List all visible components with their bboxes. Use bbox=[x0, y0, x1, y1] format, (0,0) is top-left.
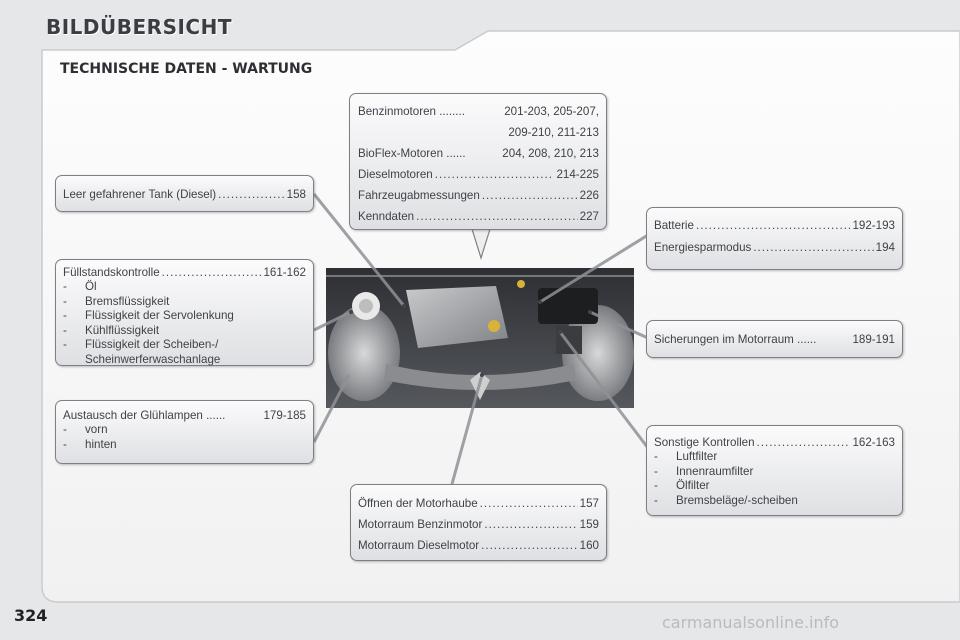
entry-page: 227 bbox=[579, 210, 599, 223]
page-header-title: BILDÜBERSICHT bbox=[46, 15, 232, 39]
entry-page: 157 bbox=[579, 497, 599, 510]
leader-dots bbox=[753, 240, 873, 255]
entry-page: 189-191 bbox=[852, 333, 895, 346]
tank-entry bbox=[63, 187, 306, 202]
engines-entry-petrol bbox=[358, 104, 599, 119]
diesel-bay-entry bbox=[358, 538, 599, 553]
other-checks-entry bbox=[654, 435, 895, 450]
entry-page: 192-193 bbox=[852, 219, 895, 232]
entry-page: 214-225 bbox=[556, 168, 599, 181]
list-item: - vorn bbox=[63, 423, 108, 436]
entry-label: BioFlex-Motoren ...... bbox=[358, 147, 466, 160]
entry-label: Sonstige Kontrollen bbox=[654, 436, 755, 449]
list-item-text: Flüssigkeit der Servolenkung bbox=[85, 309, 234, 322]
battery-box bbox=[646, 207, 903, 270]
list-item-text: Flüssigkeit der Scheiben-/ bbox=[85, 338, 219, 351]
entry-page: 194 bbox=[875, 241, 895, 254]
entry-label: Sicherungen im Motorraum ...... bbox=[654, 333, 817, 346]
entry-label: Benzinmotoren ........ bbox=[358, 105, 465, 118]
list-item-text: hinten bbox=[85, 437, 117, 451]
other-checks-box bbox=[646, 425, 903, 516]
list-item: - Innenraumfilter bbox=[654, 464, 754, 478]
entry-page: 161-162 bbox=[263, 266, 306, 279]
list-item: - Kühlflüssigkeit bbox=[63, 323, 160, 337]
entry-page: 179-185 bbox=[263, 409, 306, 422]
list-item: - Bremsflüssigkeit bbox=[63, 294, 170, 308]
entry-label: Fahrzeugabmessungen bbox=[358, 189, 480, 202]
section-title: TECHNISCHE DATEN - WARTUNG bbox=[60, 61, 313, 77]
list-item-text: Kühlflüssigkeit bbox=[85, 323, 160, 337]
entry-label: Kenndaten bbox=[358, 210, 415, 223]
entry-page: 159 bbox=[579, 518, 599, 531]
bulb-replacement-box bbox=[55, 400, 314, 464]
entry-label: Motorraum Benzinmotor bbox=[358, 518, 483, 531]
entry-label: Motorraum Dieselmotor bbox=[358, 539, 480, 552]
list-item-text: Innenraumfilter bbox=[676, 464, 754, 478]
leader-dots bbox=[162, 265, 262, 280]
leader-dots bbox=[481, 538, 578, 553]
leader-dots bbox=[757, 435, 851, 450]
list-item-text: Bremsbeläge/-scheiben bbox=[676, 493, 798, 507]
engines-entry-diesel bbox=[358, 167, 599, 182]
list-item: - Ölfilter bbox=[654, 479, 710, 492]
entry-label: Dieselmotoren bbox=[358, 168, 433, 181]
battery-entry bbox=[654, 218, 895, 233]
fuses-box bbox=[646, 320, 903, 358]
bonnet-open-entry bbox=[358, 496, 599, 511]
engine-bay-image bbox=[326, 268, 634, 408]
leader-dots bbox=[218, 187, 284, 202]
leader-dots bbox=[416, 209, 578, 224]
empty-tank-box bbox=[55, 175, 314, 212]
bonnet-box bbox=[350, 484, 607, 561]
list-item-continuation: Scheinwerferwaschanlage bbox=[85, 352, 221, 366]
fuses-entry bbox=[654, 332, 895, 347]
entry-label: Leer gefahrener Tank (Diesel) bbox=[63, 188, 217, 201]
leader-dots bbox=[696, 218, 850, 233]
entry-label: Füllstandskontrolle bbox=[63, 266, 160, 279]
entry-label: Energiesparmodus bbox=[654, 241, 752, 254]
page-number: 324 bbox=[14, 606, 48, 625]
list-item-text: Ölfilter bbox=[676, 479, 710, 492]
list-item-text: Öl bbox=[85, 280, 97, 293]
entry-page: 158 bbox=[286, 188, 306, 201]
list-item: - Bremsbeläge/-scheiben bbox=[654, 493, 798, 507]
leader-dots bbox=[480, 496, 578, 511]
list-item: - Öl bbox=[63, 280, 97, 293]
entry-page: 201-203, 205-207, bbox=[504, 105, 599, 118]
list-item: - Luftfilter bbox=[654, 450, 718, 463]
list-item: - Flüssigkeit der Servolenkung bbox=[63, 309, 234, 322]
entry-label: Batterie bbox=[654, 219, 694, 232]
list-item-text: Bremsflüssigkeit bbox=[85, 294, 170, 308]
leader-dots bbox=[482, 188, 578, 203]
engines-box bbox=[349, 93, 607, 230]
entry-page: 160 bbox=[579, 539, 599, 552]
entry-label: Austausch der Glühlampen ...... bbox=[63, 409, 226, 422]
entry-page: 226 bbox=[579, 189, 599, 202]
energy-saving-entry bbox=[654, 240, 895, 255]
list-item-text: Luftfilter bbox=[676, 450, 718, 463]
watermark: carmanualsonline.info bbox=[662, 613, 840, 632]
engines-entry-petrol-cont: 209-210, 211-213 bbox=[508, 126, 599, 139]
bulbs-entry bbox=[63, 408, 306, 423]
level-checks-box bbox=[55, 259, 314, 366]
list-item: - Flüssigkeit der Scheiben-/ bbox=[63, 338, 219, 351]
engines-entry-identification bbox=[358, 209, 599, 224]
leader-dots bbox=[435, 167, 555, 182]
leader-dots bbox=[484, 517, 577, 532]
engines-entry-dimensions bbox=[358, 188, 599, 203]
list-item-text: vorn bbox=[85, 423, 108, 436]
entry-page: 204, 208, 210, 213 bbox=[502, 147, 599, 160]
levels-entry bbox=[63, 265, 306, 280]
petrol-bay-entry bbox=[358, 517, 599, 532]
entry-label: Öffnen der Motorhaube bbox=[358, 497, 478, 510]
engines-entry-bioflex bbox=[358, 146, 599, 161]
entry-page: 162-163 bbox=[852, 436, 895, 449]
list-item: - hinten bbox=[63, 437, 117, 451]
